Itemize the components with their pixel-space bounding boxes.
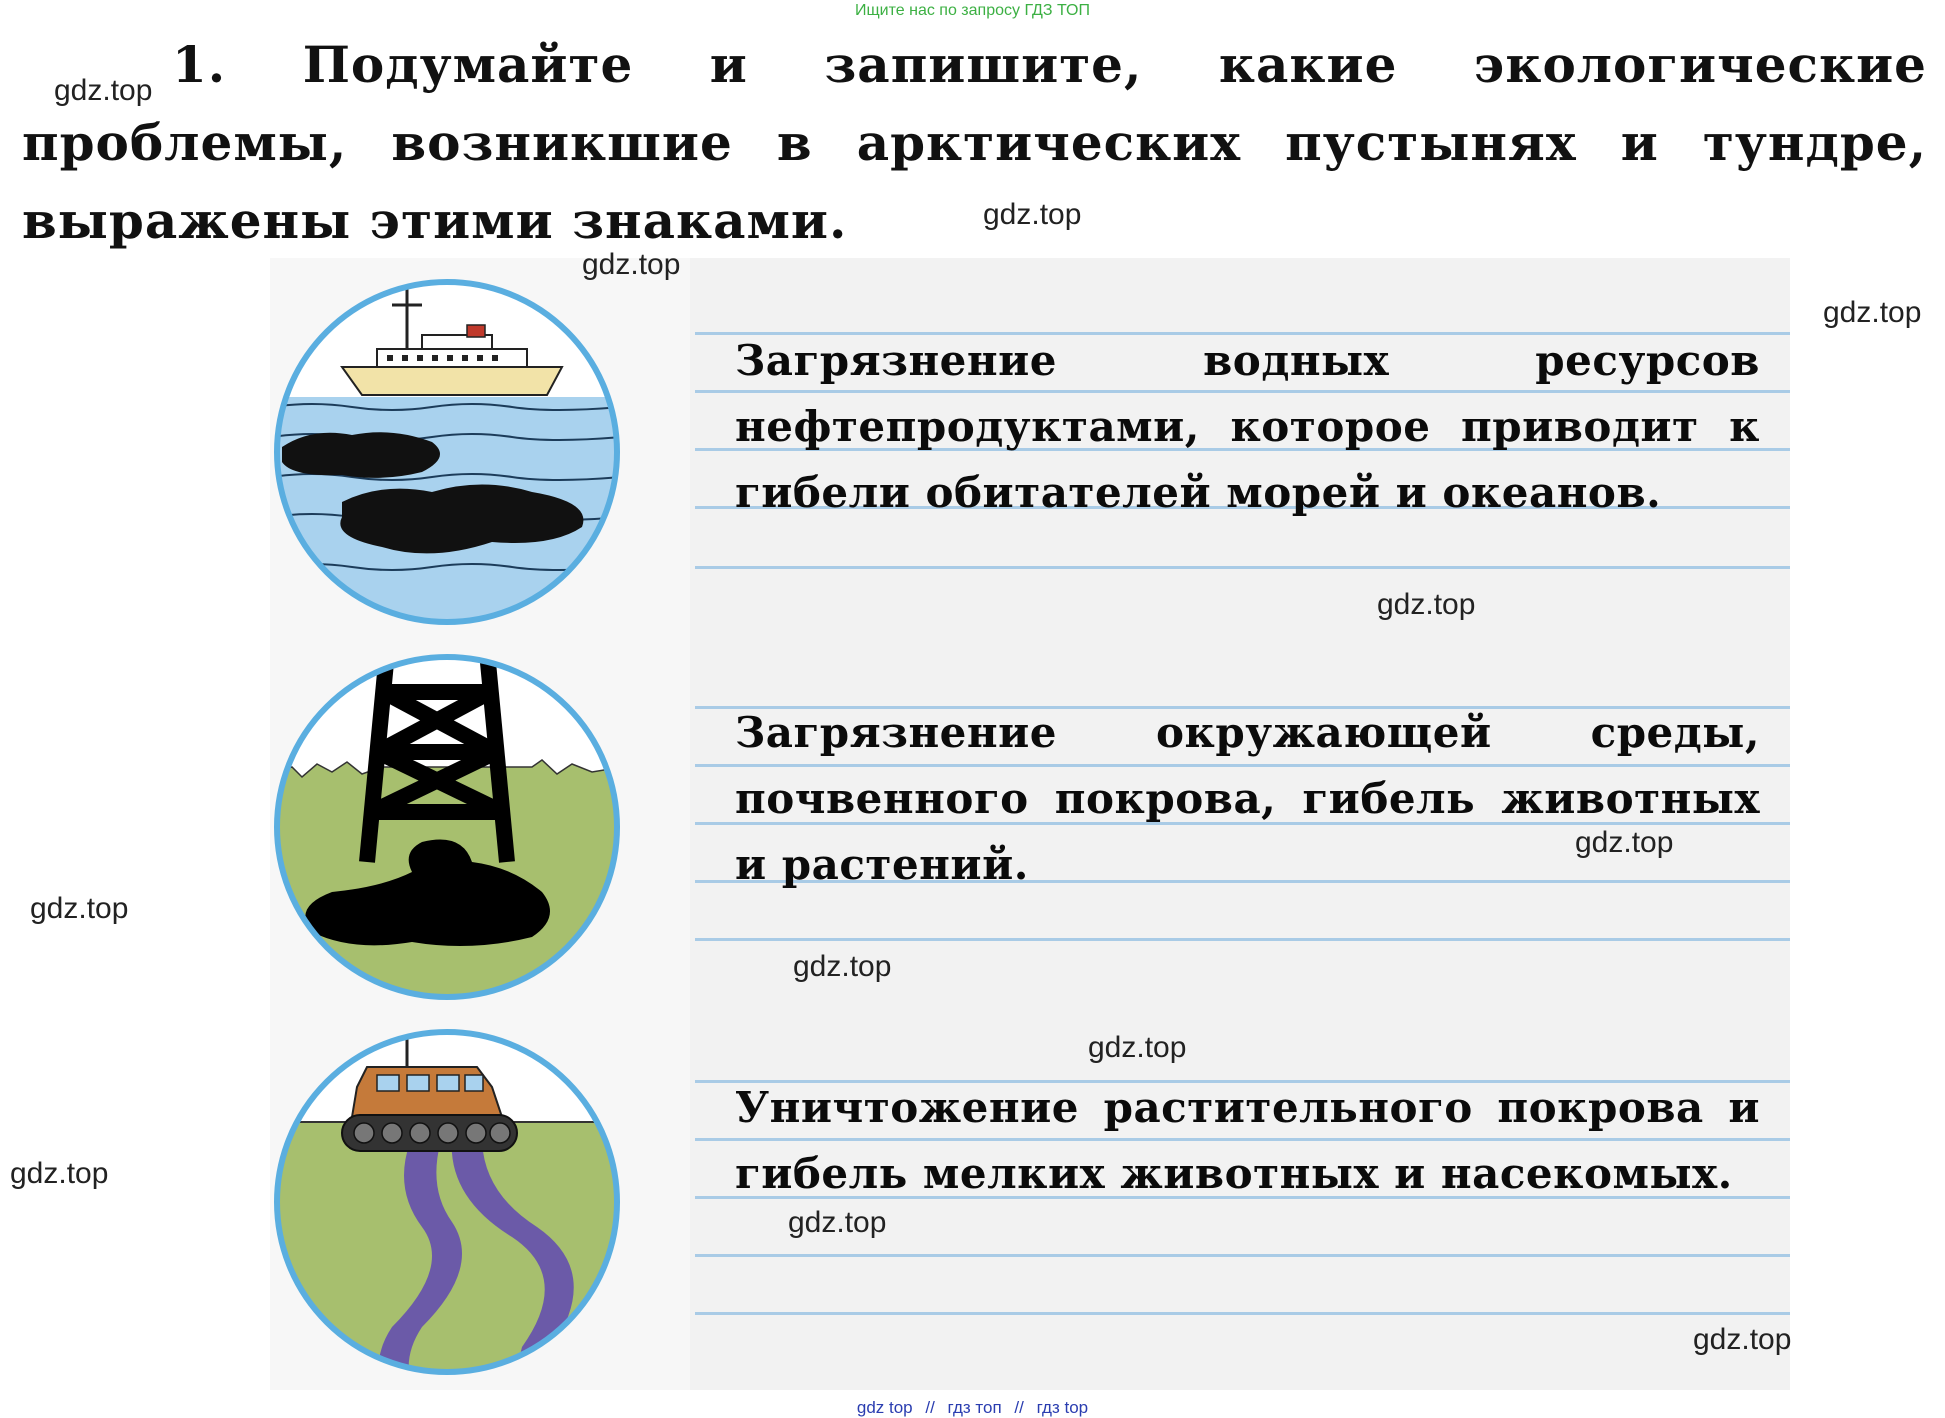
watermark: gdz.top [54, 74, 153, 107]
watermark: gdz.top [582, 248, 681, 281]
watermark: gdz.top [1575, 826, 1674, 859]
task-text: 1. Подумайте и запишите, какие экологические проблемы, возникшие в арктических пустынях и тундре, выражены этими знаками. [22, 35, 1927, 250]
watermark: gdz.top [1693, 1323, 1792, 1356]
watermark: gdz.top [1088, 1031, 1187, 1064]
watermark: gdz.top [983, 198, 1082, 231]
oil-derrick-spill-icon [272, 652, 622, 1002]
answer-text-3: Уничтожение растительного покрова и гибель мелких животных и насекомых. [735, 1083, 1760, 1198]
footer-links [0, 1398, 1945, 1418]
footer-link[interactable]: гдз топ [947, 1398, 1002, 1417]
answer-text-2: Загрязнение окружающей среды, почвенного покрова, гибель животных и растений. [735, 708, 1760, 889]
oil-tanker-spill-icon [272, 277, 622, 627]
tracked-vehicle-tracks-icon [272, 1027, 622, 1377]
footer-link[interactable]: gdz top [856, 1398, 913, 1417]
watermark: gdz.top [1823, 296, 1922, 329]
footer-link[interactable]: гдз top [1036, 1398, 1089, 1417]
watermark: gdz.top [788, 1206, 887, 1239]
watermark: gdz.top [30, 892, 129, 925]
watermark: gdz.top [10, 1157, 109, 1190]
footer-separator: // [925, 1398, 935, 1417]
answer-text-1: Загрязнение водных ресурсов нефтепродуктами, которое приводит к гибели обитателей морей и океанов. [735, 336, 1760, 517]
watermark: gdz.top [793, 950, 892, 983]
top-banner: Ищите нас по запросу ГДЗ ТОП [855, 2, 1090, 19]
watermark: gdz.top [1377, 588, 1476, 621]
footer-separator: // [1014, 1398, 1024, 1417]
